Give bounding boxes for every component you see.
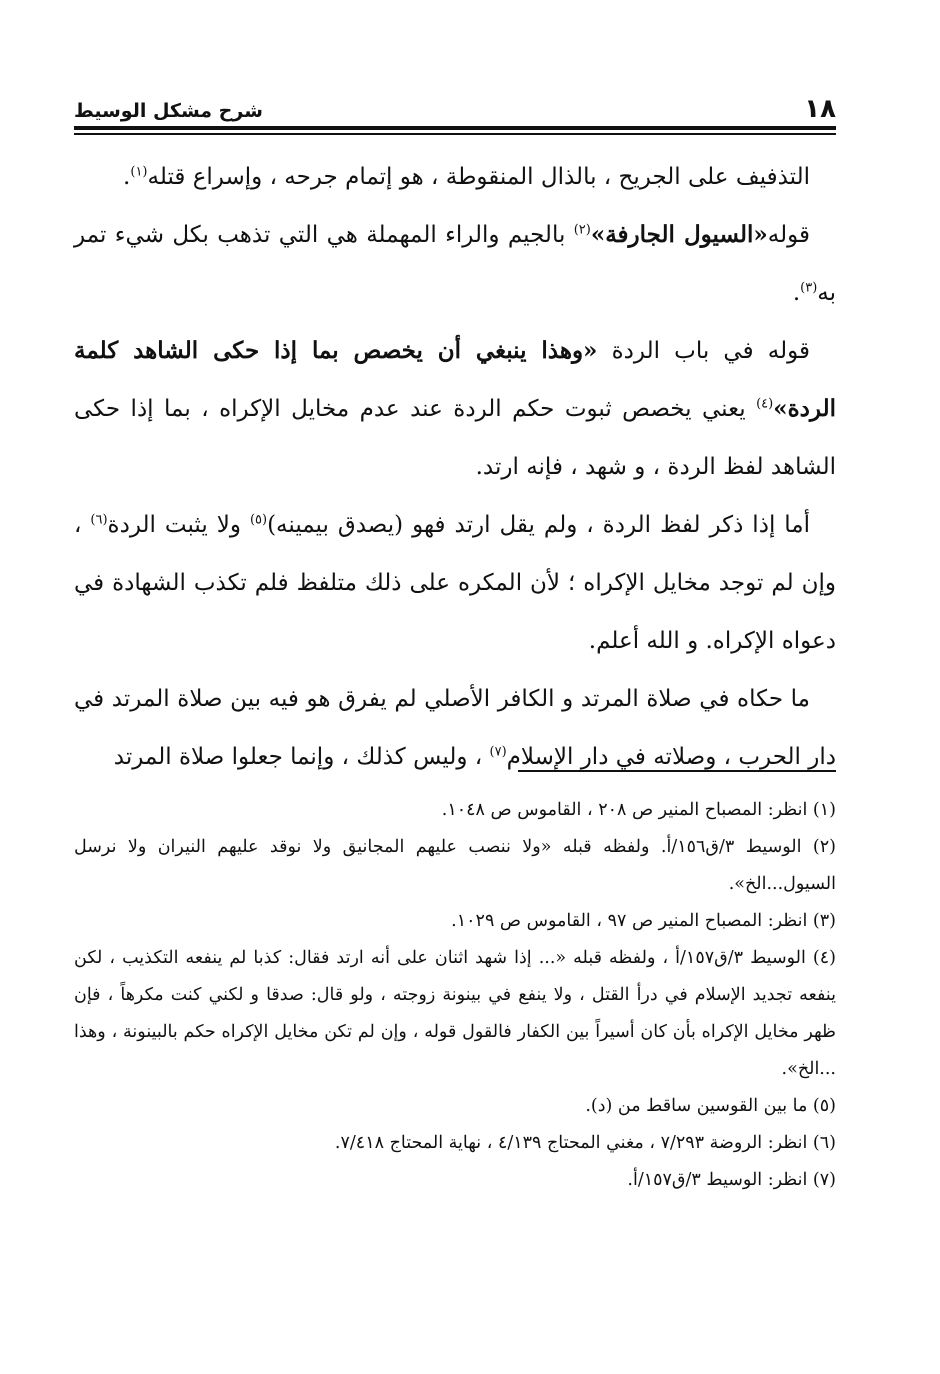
paragraph-lead: قوله — [767, 222, 810, 248]
header-rule-thick — [74, 126, 836, 130]
footnote-ref: (٤) — [756, 396, 774, 412]
page-header — [74, 84, 836, 124]
paragraph-text: أما إذا ذكر لفظ الردة ، ولم يقل ارتد فهو (يصدق بيمينه) — [267, 512, 811, 538]
footnote-separator — [518, 770, 836, 772]
paragraph-text: ما حكاه في صلاة المرتد و الكافر الأصلي لم يفرق هو فيه بين صلاة المرتد في دار الحرب ، وصلاته في دار الإسلام — [74, 686, 836, 770]
footnote-ref: (٥) — [249, 512, 268, 528]
footnote-2: (٢) الوسيط ٣/ق١٥٦/أ. ولفظه قبله «ولا ننصب عليهم المجانيق ولا نوقد عليهم النيران ولا نرسل السيول...الخ». — [74, 837, 836, 894]
paragraph-text: بالجيم والراء المهملة هي التي تذهب بكل شيء تمر به — [74, 222, 836, 306]
footnote-5: (٥) ما بين القوسين ساقط من (د). — [585, 1096, 836, 1116]
footnote-ref: (١) — [130, 164, 148, 180]
quoted-term: «السيول الجارفة» — [590, 221, 768, 248]
header-rule-thin — [74, 133, 836, 135]
paragraph-lead: قوله في باب الردة — [597, 338, 810, 364]
paragraph-5 — [74, 670, 836, 786]
footnote-ref: (٢) — [573, 222, 591, 238]
paragraph-text: يعني يخصص ثبوت حكم الردة عند عدم مخايل الإكراه ، بما إذا حكى الشاهد لفظ الردة ، و شهد ، فإنه ارتد. — [74, 396, 836, 480]
footnote-7: (٧) انظر: الوسيط ٣/ق١٥٧/أ. — [627, 1170, 836, 1190]
paragraph-text: التذفيف على الجريح ، بالذال المنقوطة ، هو إتمام جرحه ، وإسراع قتله — [147, 164, 810, 190]
paragraph-end: . — [792, 280, 801, 306]
footnote-6: (٦) انظر: الروضة ٧/٢٩٣ ، مغني المحتاج ٤/١٣٩ ، نهاية المحتاج ٧/٤١٨. — [334, 1133, 836, 1153]
paragraph-2 — [74, 206, 836, 322]
main-text — [74, 148, 836, 786]
paragraph-text: ، وإن لم توجد مخايل الإكراه ؛ لأن المكره على ذلك متلفظ فلم تكذب الشهادة في دعواه الإكراه. و الله أعلم. — [74, 512, 836, 654]
footnotes — [74, 792, 836, 1199]
footnote-ref: (٣) — [800, 280, 818, 296]
page-number: ١٨ — [804, 94, 836, 124]
paragraph-text: ، وليس كذلك ، وإنما جعلوا صلاة المرتد — [113, 744, 490, 770]
paragraph-text: ولا يثبت الردة — [107, 512, 250, 538]
quoted-term: «وهذا ينبغي أن يخصص بما إذا حكى الشاهد كلمة الردة» — [74, 337, 836, 422]
footnote-3: (٣) انظر: المصباح المنير ص ٩٧ ، القاموس ص ١٠٢٩. — [451, 911, 836, 931]
footnote-4: (٤) الوسيط ٣/ق١٥٧/أ ، ولفظه قبله «... إذا شهد اثنان على أنه ارتد فقال: كذبا لم ينفعه التكذيب ، لكن ينفعه تجديد الإسلام في درأ القتل ، ولا ينفع في بينونة زوجته ، ولو قال: صدقا و لكني كنت مكرهاً ، فإن ظهر مخايل الإكراه بأن كان أسيراً بين الكفار فالقول قوله ، وإن لم تكن مخايل الإكراه حكم بالبينونة ، وهذا ...الخ». — [74, 948, 836, 1079]
footnote-ref: (٧) — [489, 744, 507, 760]
running-title: شرح مشكل الوسيط — [74, 100, 263, 122]
footnote-1: (١) انظر: المصباح المنير ص ٢٠٨ ، القاموس ص ١٠٤٨. — [441, 800, 836, 820]
footnote-ref: (٦) — [90, 512, 108, 528]
paragraph-1 — [74, 148, 836, 206]
paragraph-4 — [74, 496, 836, 670]
paragraph-end: . — [123, 164, 131, 190]
paragraph-3 — [74, 322, 836, 496]
